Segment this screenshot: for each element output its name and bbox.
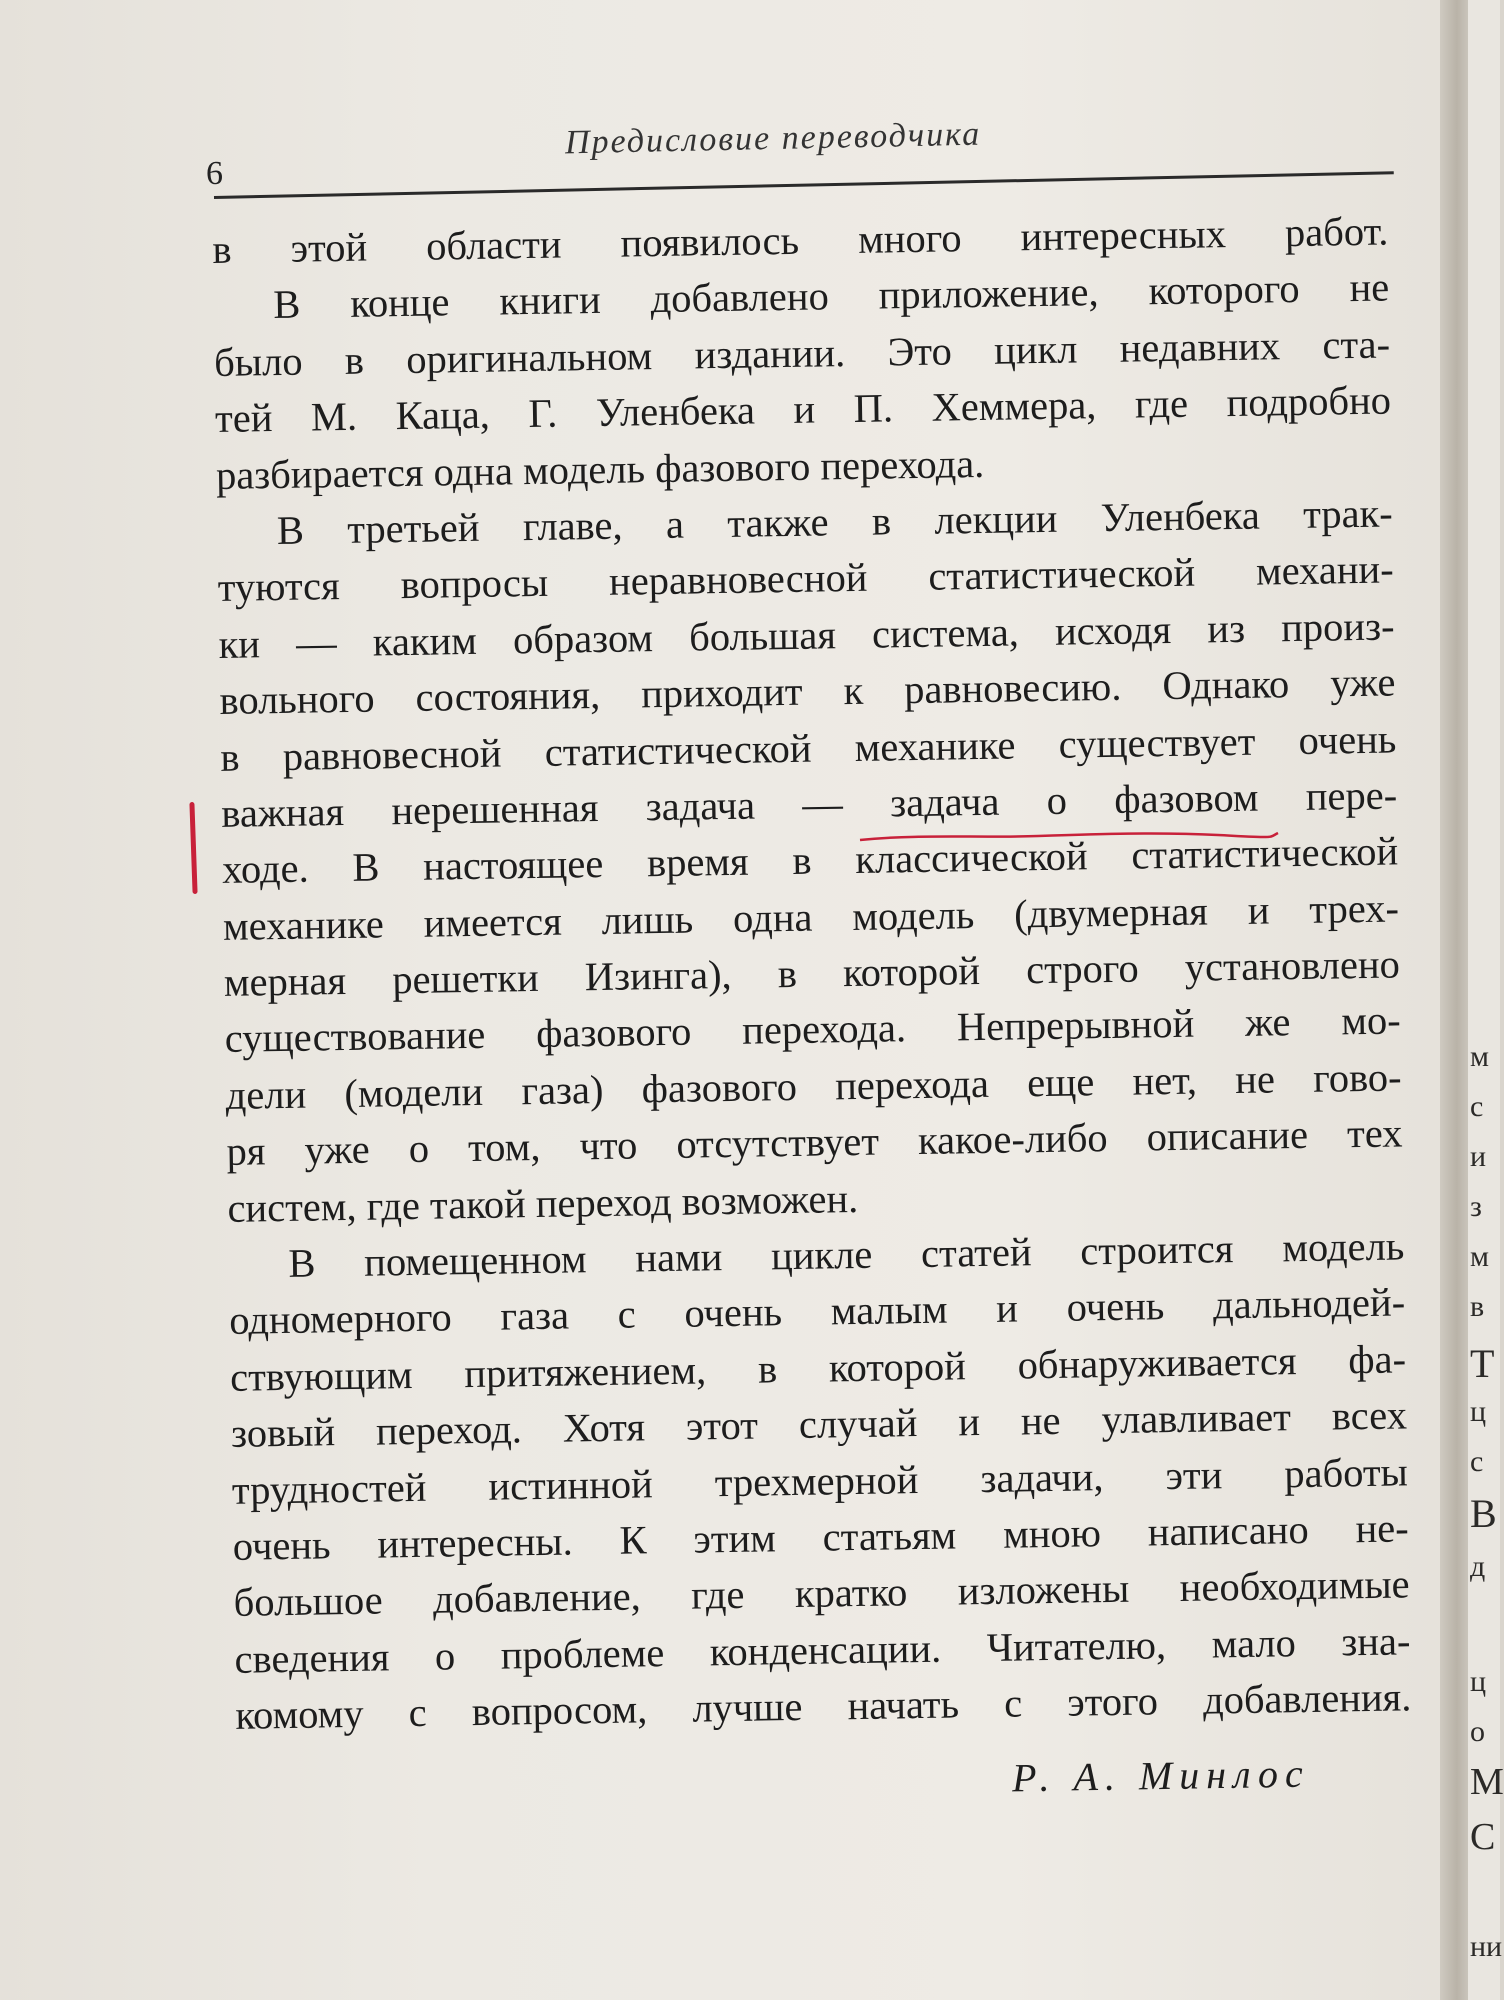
text-line: В третьей главе, а также в лекции Уленбека трак- [276,490,1394,553]
adjacent-text-fragment: з [1470,1190,1482,1223]
text-line: тей М. Каца, Г. Уленбека и П. Хеммера, где подробно [214,377,1392,442]
text-line: в равновесной статистической механике существует очень [220,715,1397,780]
text-line: ходе. В настоящее время в классической статистической [221,828,1399,893]
text-line: В конце книги добавлено приложение, которого не [272,264,1390,328]
text-line: ствующим притяжением, в которой обнаруживается фа- [229,1336,1407,1400]
text-line: дели (модели газа) фазового перехода еще нет, не гово- [225,1054,1402,1118]
adjacent-text-fragment: м [1470,1240,1489,1273]
body-text [212,204,1412,1745]
text-line: разбирается одна модель фазового перехода. [215,440,985,498]
adjacent-text-fragment: в [1470,1290,1485,1323]
book-gutter [1440,0,1468,2000]
page-number: 6 [206,155,223,192]
adjacent-text-fragment: М [1470,1761,1504,1803]
adjacent-text-fragment: ц [1470,1395,1487,1428]
text-line: ря уже о том, что отсутствует какое-либо описание тех [226,1110,1403,1175]
text-line: В помещенном нами цикле статей строится модель [288,1223,1405,1286]
text-line: комому с вопросом, лучше начать с этого добавления. [235,1674,1412,1738]
text-line: одномерного газа с очень малым и очень дальнодей- [228,1279,1406,1344]
adjacent-text-fragment: м [1470,1040,1489,1073]
text-line: ки — каким образом большая система, исходя из произ- [218,603,1395,667]
adjacent-text-fragment: Т [1470,1341,1495,1386]
text-line: вольного состояния, приходит к равновесию. Однако уже [219,659,1396,724]
text-line: в этой области появилось много интересных работ. [212,208,1389,272]
adjacent-text-fragment: С [1470,1816,1496,1858]
running-head: Предисловие переводчика [564,115,982,162]
text-line: очень интересны. К этим статьям мною написано не- [232,1505,1410,1569]
text-line: было в оригинальном издании. Это цикл недавних ста- [213,321,1391,385]
text-line: большое добавление, где кратко изложены необходимые [233,1561,1410,1626]
adjacent-page-edge [1468,0,1504,2000]
author-signature: Р. А. Минлос [1011,1750,1311,1801]
adjacent-text-fragment: и [1470,1140,1487,1173]
text-line: туются вопросы неравновесной статистической механи- [217,546,1394,611]
text-line: механике имеется лишь одна модель (двумерная и трех- [222,885,1400,949]
adjacent-text-fragment: ц [1470,1665,1487,1698]
margin-pen-mark [189,802,197,894]
text-line: важная нерешенная задача — задача о фазовом пере- [220,772,1398,836]
adjacent-text-fragment: ни [1470,1930,1503,1963]
text-line: сведения о проблеме конденсации. Читателю, мало зна- [234,1618,1411,1682]
adjacent-text-fragment: д [1470,1550,1486,1583]
adjacent-text-fragment: о [1470,1715,1485,1748]
text-line: существование фазового перехода. Непрерывной же мо- [224,997,1402,1062]
adjacent-text-fragment: с [1470,1090,1484,1123]
adjacent-text-fragment: В [1470,1491,1497,1536]
header-rule [214,171,1394,199]
adjacent-text-fragment: с [1470,1445,1484,1478]
text-line: мерная решетки Изинга), в которой строго установлено [223,941,1401,1005]
text-line: трудностей истинной трехмерной задачи, эти работы [231,1448,1409,1513]
text-line: систем, где такой переход возможен. [227,1175,859,1231]
text-line: зовый переход. Хотя этот случай и не улавливает всех [230,1392,1408,1457]
